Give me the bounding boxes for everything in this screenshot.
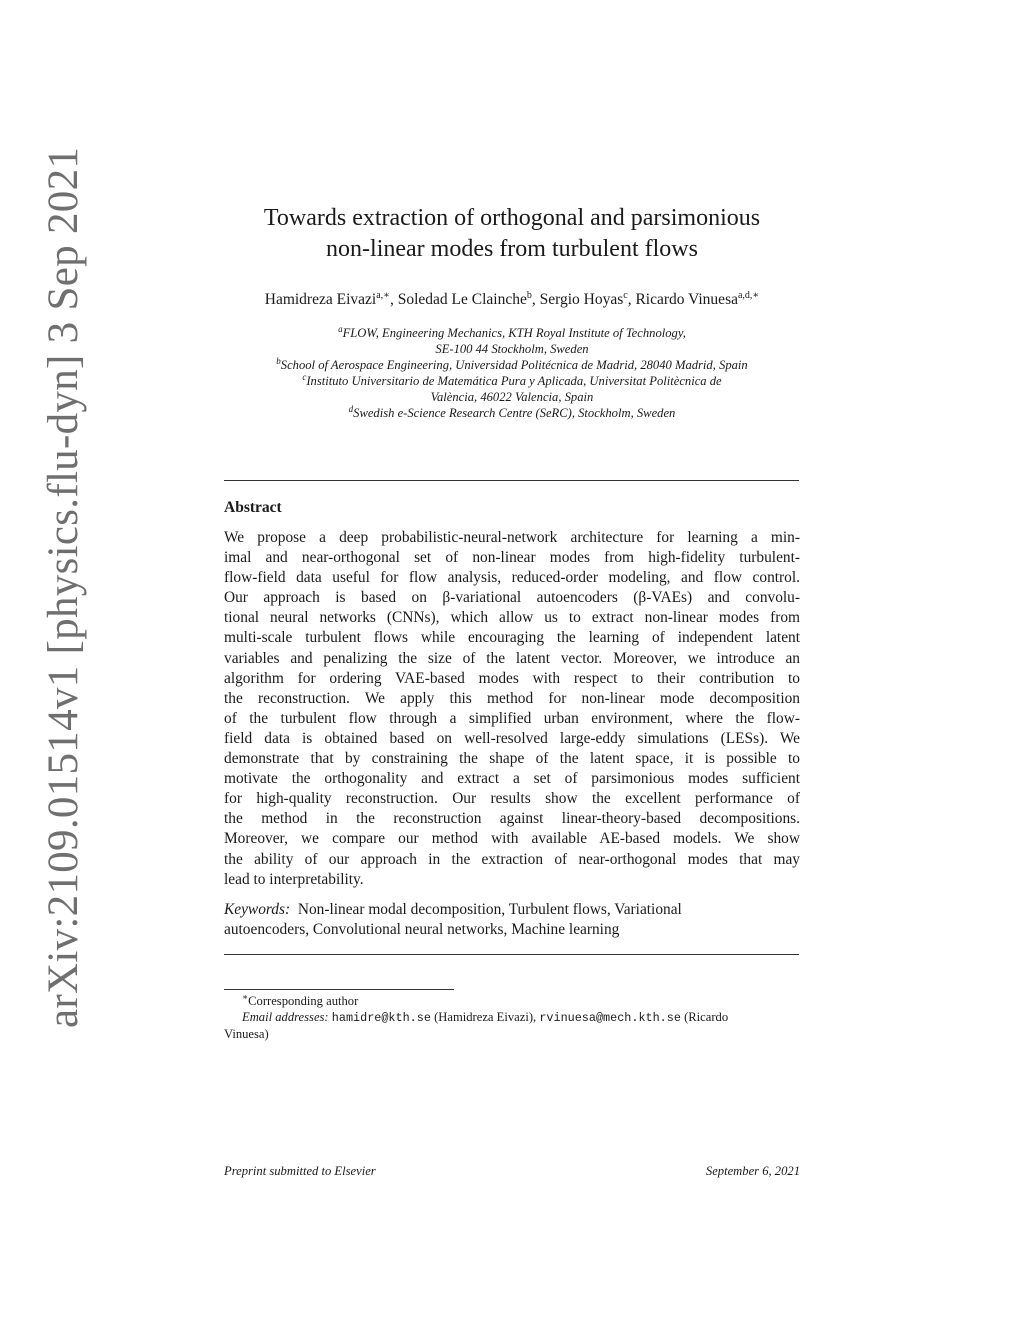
author-affil-mark: a,d,∗ [737,290,760,301]
email-owner-eivazi: (Hamidreza Eivazi), [434,1010,537,1024]
abstract-line: We propose a deep probabilistic-neural-network architecture for learning a min- [224,529,800,546]
author-affil-mark: c [623,290,628,301]
corresponding-text: Corresponding author [248,994,359,1008]
affiliation-line [200,325,824,341]
footer-preprint-note: Preprint submitted to Elsevier [224,1164,376,1178]
footer-date: September 6, 2021 [705,1164,800,1178]
author-name: Sergio Hoyas [539,291,624,308]
affiliation-text: Instituto Universitario de Matemática Pura y Aplicada, Universitat Politècnica de [306,374,722,388]
abstract-line: the ability of our approach in the extraction of near-orthogonal modes that may [224,850,800,868]
abstract-line: for high-quality reconstruction. Our results show the excellent performance of [224,790,800,808]
corresponding-author-note [224,993,800,1009]
author-affil-mark: a,∗ [376,290,390,301]
keywords-line: autoencoders, Convolutional neural networks, Machine learning [224,921,620,939]
email-line [224,1009,800,1026]
author-separator: , [389,291,398,308]
affiliation-line [200,341,824,357]
email-owner-vinuesa: (Ricardo [684,1010,729,1024]
abstract-line: imal and near-orthogonal set of non-linear modes from high-fidelity turbulent- [224,549,800,567]
email-line-continuation: Vinuesa) [224,1027,269,1041]
abstract-line: algorithm for ordering VAE-based modes with respect to their contribution to [224,669,800,687]
abstract-line: tional neural networks (CNNs), which allow us to extract non-linear modes from [224,609,800,627]
abstract-line: multi-scale turbulent flows while encouraging the learning of independent latent [224,629,800,647]
affiliations [200,325,824,421]
affiliation-text: Swedish e-Science Research Centre (SeRC), Stockholm, Sweden [353,406,676,420]
keywords [224,900,800,940]
abstract-line: motivate the orthogonality and extract a set of parsimonious modes sufficient [224,770,800,788]
affiliation-mark: b [276,356,281,366]
author-name: Hamidreza Eivazi [264,291,377,308]
abstract-line: the method in the reconstruction against linear-theory-based decompositions. [224,810,800,828]
affiliation-text: FLOW, Engineering Mechanics, KTH Royal Institute of Technology, [342,326,686,340]
abstract-top-rule [224,480,799,481]
corresponding-mark: ∗ [242,992,249,1002]
email-link-eivazi[interactable]: hamidre@kth.se [331,1011,431,1025]
author [540,291,636,308]
author-list [200,290,824,310]
affiliation-line [200,357,824,373]
affiliation-line [200,389,824,405]
title-line-2: non-linear modes from turbulent flows [326,236,698,262]
footnote [224,993,800,1042]
abstract-body [224,528,800,890]
affiliation-text: València, 46022 Valencia, Spain [430,390,594,404]
author-name: Ricardo Vinuesa [635,291,738,308]
abstract-line: variables and penalizing the size of the latent vector. Moreover, we introduce an [224,649,800,667]
abstract-line: Moreover, we compare our method with available AE-based models. We show [224,830,800,848]
author [635,291,759,308]
abstract-line: flow-field data useful for flow analysis, reduced-order modeling, and flow control. [224,569,800,587]
abstract-line: field data is obtained based on well-resolved large-eddy simulations (LESs). We [224,729,800,747]
abstract-line: the reconstruction. We apply this method for non-linear mode decomposition [224,689,800,707]
abstract-heading: Abstract [224,499,282,516]
arxiv-identifier-stamp: arXiv:2109.01514v1 [physics.flu-dyn] 3 Sep 2021 [40,146,87,1028]
affiliation-mark: a [338,324,343,334]
footnote-rule [224,989,454,990]
abstract-line: demonstrate that by constraining the shape of the latent space, it is possible to [224,750,800,768]
keywords-line [224,900,800,920]
affiliation-mark: d [348,404,354,414]
author [265,291,398,308]
abstract-line: lead to interpretability. [224,870,364,888]
author-affil-mark: b [526,290,532,301]
author-separator: , [531,291,540,308]
affiliation-text: School of Aerospace Engineering, Universidad Politécnica de Madrid, 28040 Madrid, Spain [280,358,748,372]
author-name: Soledad Le Clainche [397,291,527,308]
title-line-1: Towards extraction of orthogonal and parsimonious [263,205,761,231]
email-link-vinuesa[interactable]: rvinuesa@mech.kth.se [539,1011,681,1025]
affiliation-mark: c [302,372,307,382]
abstract-bottom-rule [224,954,799,955]
affiliation-text: SE-100 44 Stockholm, Sweden [435,342,589,356]
author [398,291,540,308]
affiliation-line [200,405,824,421]
abstract-line: Our approach is based on β-variational autoencoders (β-VAEs) and convolu- [224,589,800,607]
keywords-text: Non-linear modal decomposition, Turbulent flows, Variational [297,901,682,918]
keywords-label: Keywords: [224,901,291,918]
email-label: Email addresses: [242,1010,329,1024]
affiliation-line [200,373,824,389]
paper-title [224,203,800,265]
abstract-line: of the turbulent flow through a simplified urban environment, where the flow- [224,709,800,727]
author-separator: , [627,291,636,308]
